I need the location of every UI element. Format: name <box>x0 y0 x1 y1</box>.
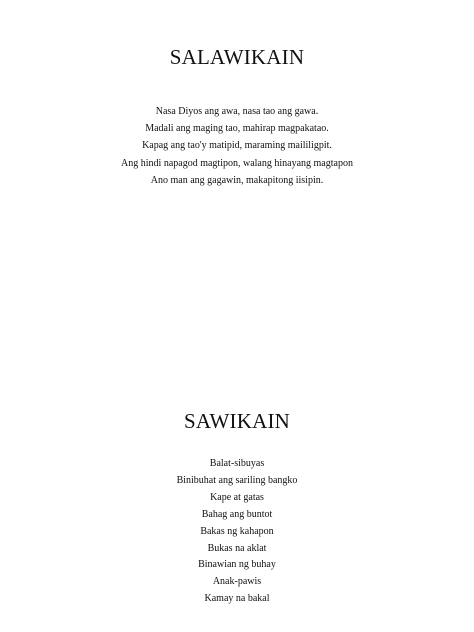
sawikain-line: Kamay na bakal <box>204 593 270 605</box>
sawikain-list <box>0 456 474 608</box>
salawikain-line: Ano man ang gagawin, makapitong iisipin. <box>150 174 324 186</box>
sawikain-heading: SAWIKAIN <box>183 409 291 433</box>
sawikain-line: Balat-sibuyas <box>209 458 265 469</box>
sawikain-line: Kape at gatas <box>210 491 264 503</box>
sawikain-line: Binawian ng buhay <box>198 559 276 571</box>
salawikain-list <box>0 103 474 189</box>
salawikain-line: Nasa Diyos ang awa, nasa tao ang gawa. <box>155 106 319 117</box>
sawikain-line: Binibuhat ang sariling bangko <box>176 474 298 486</box>
salawikain-line: Kapag ang tao'y matipid, maraming maililigpit. <box>142 140 332 152</box>
sawikain-line: Anak-pawis <box>212 576 262 588</box>
sawikain-line: Bukas na aklat <box>207 542 267 554</box>
salawikain-line: Ang hindi napagod magtipon, walang hinayang magtapon <box>121 157 353 169</box>
sawikain-line: Bahag ang buntot <box>201 508 273 520</box>
sawikain-line: Bakas ng kahapon <box>200 525 274 537</box>
salawikain-heading: SALAWIKAIN <box>169 45 305 69</box>
salawikain-line: Madali ang maging tao, mahirap magpakatao. <box>145 123 329 135</box>
